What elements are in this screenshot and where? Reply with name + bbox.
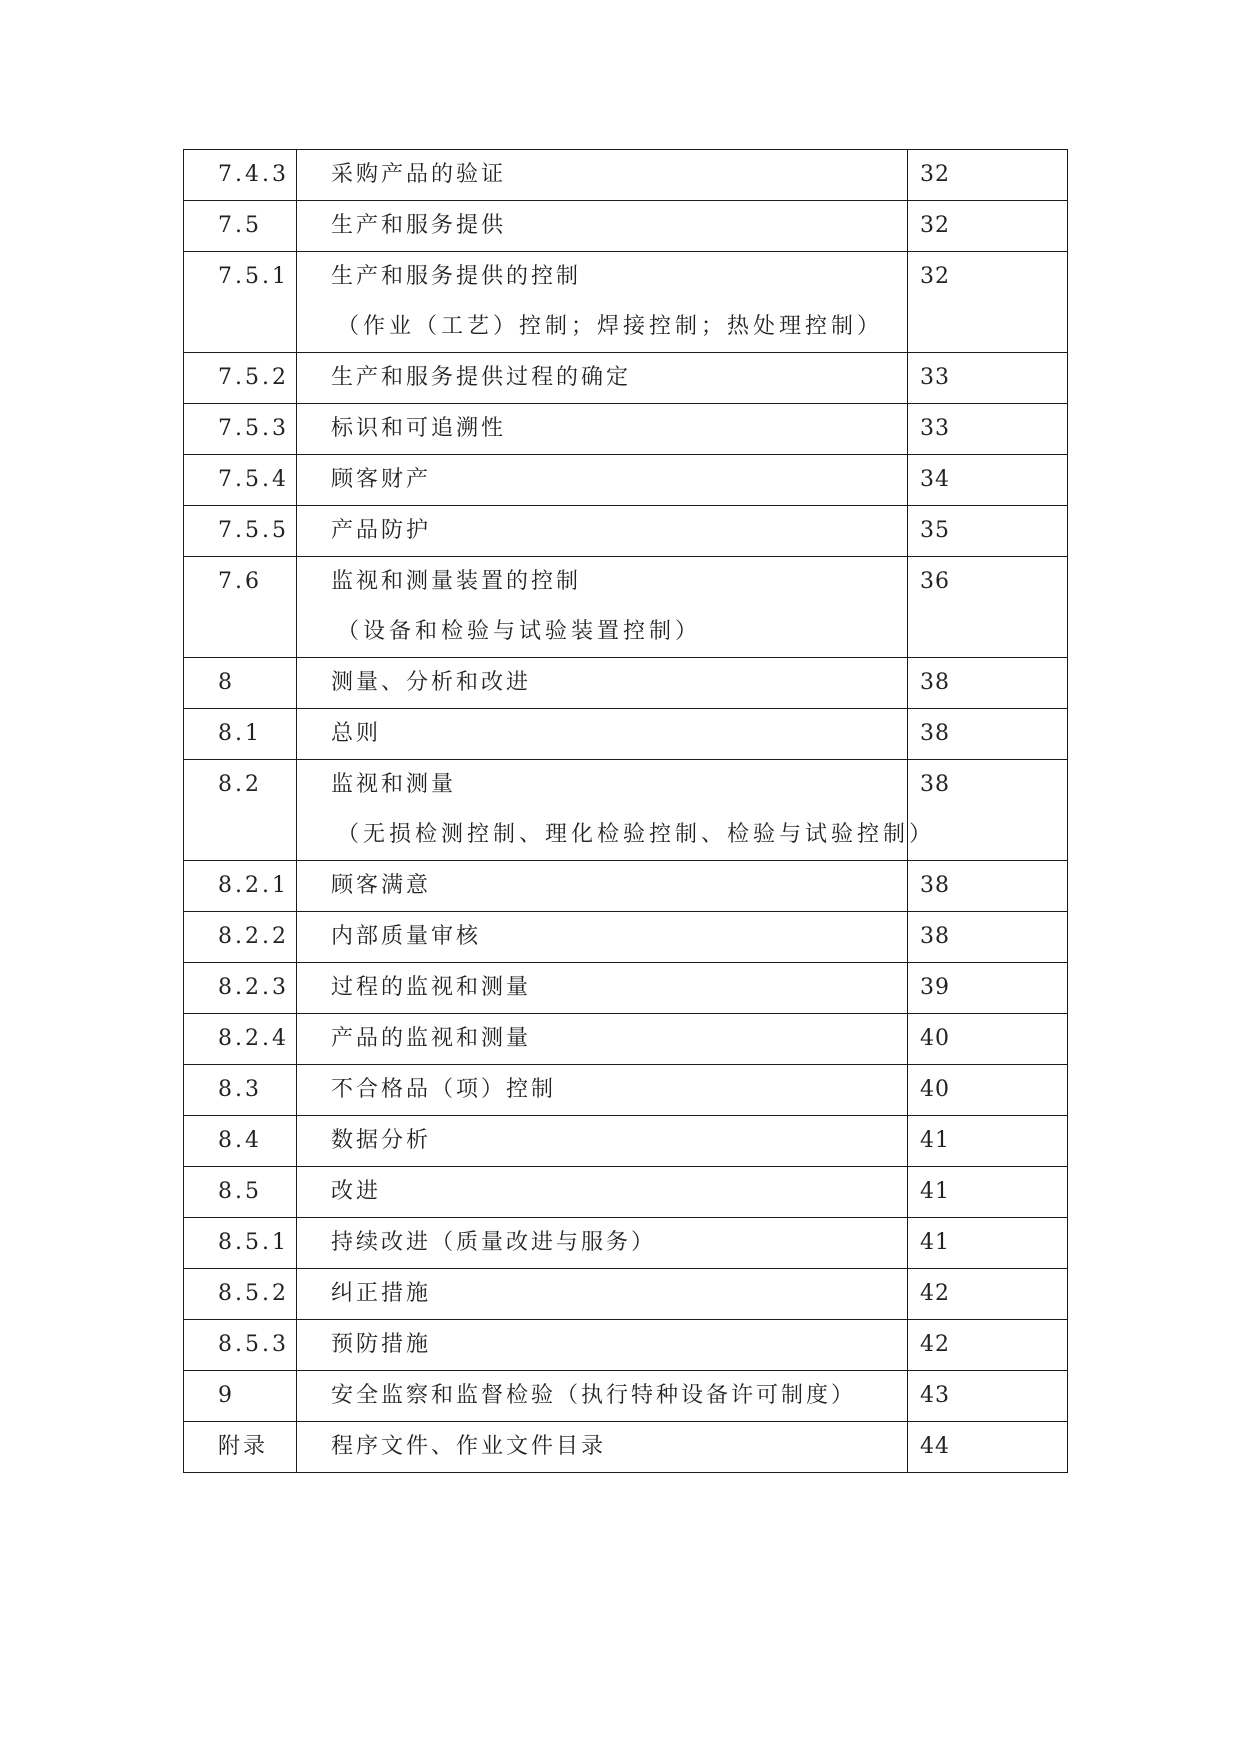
section-number: 8.2.1 <box>184 861 297 912</box>
section-title-cell <box>297 1014 908 1065</box>
section-number: 8.5.2 <box>184 1269 297 1320</box>
toc-row <box>184 1065 1068 1116</box>
toc-row <box>184 912 1068 963</box>
section-title-cell <box>297 1167 908 1218</box>
section-number: 7.6 <box>184 557 297 658</box>
page-number: 34 <box>908 455 1068 506</box>
section-number: 7.5 <box>184 201 297 252</box>
section-number: 7.5.4 <box>184 455 297 506</box>
section-title-cell <box>297 1218 908 1269</box>
section-number: 8.5.3 <box>184 1320 297 1371</box>
section-title-cell <box>297 1422 908 1473</box>
section-title: 不合格品（项）控制 <box>331 1077 557 1102</box>
section-title-cell <box>297 455 908 506</box>
toc-row <box>184 1320 1068 1371</box>
section-number: 8.5.1 <box>184 1218 297 1269</box>
section-title-cell <box>297 861 908 912</box>
toc-row <box>184 1422 1068 1473</box>
section-title-cell <box>297 1065 908 1116</box>
section-number: 7.5.2 <box>184 353 297 404</box>
page-number: 38 <box>908 760 1068 861</box>
page-number: 41 <box>908 1116 1068 1167</box>
section-title: 改进 <box>331 1179 382 1204</box>
section-title-cell <box>297 252 908 353</box>
page-number: 41 <box>908 1218 1068 1269</box>
toc-row <box>184 404 1068 455</box>
section-subtitle: （作业（工艺）控制；焊接控制；热处理控制） <box>337 314 884 339</box>
page-number: 40 <box>908 1065 1068 1116</box>
toc-row <box>184 1167 1068 1218</box>
section-title: 顾客满意 <box>331 873 432 898</box>
section-title: 纠正措施 <box>331 1281 432 1306</box>
section-number: 9 <box>184 1371 297 1422</box>
section-number: 8.2.4 <box>184 1014 297 1065</box>
section-title: 数据分析 <box>331 1128 432 1153</box>
section-title-cell <box>297 557 908 658</box>
page-number: 38 <box>908 658 1068 709</box>
section-title-cell <box>297 1371 908 1422</box>
section-number: 8.3 <box>184 1065 297 1116</box>
page-number: 38 <box>908 861 1068 912</box>
toc-table <box>183 149 1068 1473</box>
section-title-cell <box>297 353 908 404</box>
page-number: 41 <box>908 1167 1068 1218</box>
toc-row <box>184 353 1068 404</box>
section-title: 安全监察和监督检验（执行特种设备许可制度） <box>331 1383 857 1408</box>
section-title-cell <box>297 404 908 455</box>
toc-row <box>184 506 1068 557</box>
page-number: 38 <box>908 912 1068 963</box>
section-number: 8.2.3 <box>184 963 297 1014</box>
section-title: 生产和服务提供过程的确定 <box>331 365 632 390</box>
toc-row <box>184 1269 1068 1320</box>
toc-row <box>184 252 1068 353</box>
page-number: 42 <box>908 1320 1068 1371</box>
section-title: 测量、分析和改进 <box>331 670 532 695</box>
section-number: 8.2.2 <box>184 912 297 963</box>
toc-row <box>184 150 1068 201</box>
section-number: 7.5.5 <box>184 506 297 557</box>
toc-body <box>184 150 1068 1473</box>
section-title-cell <box>297 506 908 557</box>
section-title: 监视和测量装置的控制 <box>331 569 582 594</box>
section-title: 内部质量审核 <box>331 924 482 949</box>
section-subtitle: （无损检测控制、理化检验控制、检验与试验控制） <box>337 822 936 847</box>
toc-row <box>184 1371 1068 1422</box>
page-number: 32 <box>908 252 1068 353</box>
toc-row <box>184 1116 1068 1167</box>
section-title-cell <box>297 912 908 963</box>
page-number: 32 <box>908 201 1068 252</box>
section-title-cell <box>297 201 908 252</box>
section-title: 预防措施 <box>331 1332 432 1357</box>
section-number: 8.2 <box>184 760 297 861</box>
section-title: 产品防护 <box>331 518 432 543</box>
section-title-cell <box>297 963 908 1014</box>
section-title-cell <box>297 1116 908 1167</box>
section-title-cell <box>297 1320 908 1371</box>
section-title: 生产和服务提供的控制 <box>331 264 582 289</box>
section-title: 生产和服务提供 <box>331 213 507 238</box>
section-title: 过程的监视和测量 <box>331 975 532 1000</box>
page-number: 33 <box>908 404 1068 455</box>
toc-row <box>184 201 1068 252</box>
page-number: 38 <box>908 709 1068 760</box>
section-number: 8.1 <box>184 709 297 760</box>
toc-row <box>184 455 1068 506</box>
section-number: 附录 <box>184 1422 297 1473</box>
page-number: 36 <box>908 557 1068 658</box>
section-title: 总则 <box>331 721 382 746</box>
toc-row <box>184 709 1068 760</box>
section-number: 8 <box>184 658 297 709</box>
page-number: 32 <box>908 150 1068 201</box>
section-title-cell <box>297 658 908 709</box>
section-number: 8.5 <box>184 1167 297 1218</box>
toc-row <box>184 963 1068 1014</box>
toc-row <box>184 658 1068 709</box>
section-title: 产品的监视和测量 <box>331 1026 532 1051</box>
section-title-cell <box>297 709 908 760</box>
page-number: 44 <box>908 1422 1068 1473</box>
toc-row <box>184 1014 1068 1065</box>
section-number: 7.4.3 <box>184 150 297 201</box>
section-title: 监视和测量 <box>331 772 457 797</box>
page-number: 40 <box>908 1014 1068 1065</box>
section-number: 7.5.3 <box>184 404 297 455</box>
page-number: 42 <box>908 1269 1068 1320</box>
toc-row <box>184 557 1068 658</box>
section-title-cell <box>297 150 908 201</box>
section-title: 顾客财产 <box>331 467 432 492</box>
toc-row <box>184 760 1068 861</box>
toc-row <box>184 861 1068 912</box>
toc-row <box>184 1218 1068 1269</box>
section-title: 持续改进（质量改进与服务） <box>331 1230 657 1255</box>
page-number: 33 <box>908 353 1068 404</box>
page-number: 35 <box>908 506 1068 557</box>
section-number: 7.5.1 <box>184 252 297 353</box>
page-number: 39 <box>908 963 1068 1014</box>
page-number: 43 <box>908 1371 1068 1422</box>
section-title: 标识和可追溯性 <box>331 416 507 441</box>
section-number: 8.4 <box>184 1116 297 1167</box>
section-title: 程序文件、作业文件目录 <box>331 1434 607 1459</box>
section-title: 采购产品的验证 <box>331 162 507 187</box>
section-subtitle: （设备和检验与试验装置控制） <box>337 619 702 644</box>
section-title-cell <box>297 1269 908 1320</box>
